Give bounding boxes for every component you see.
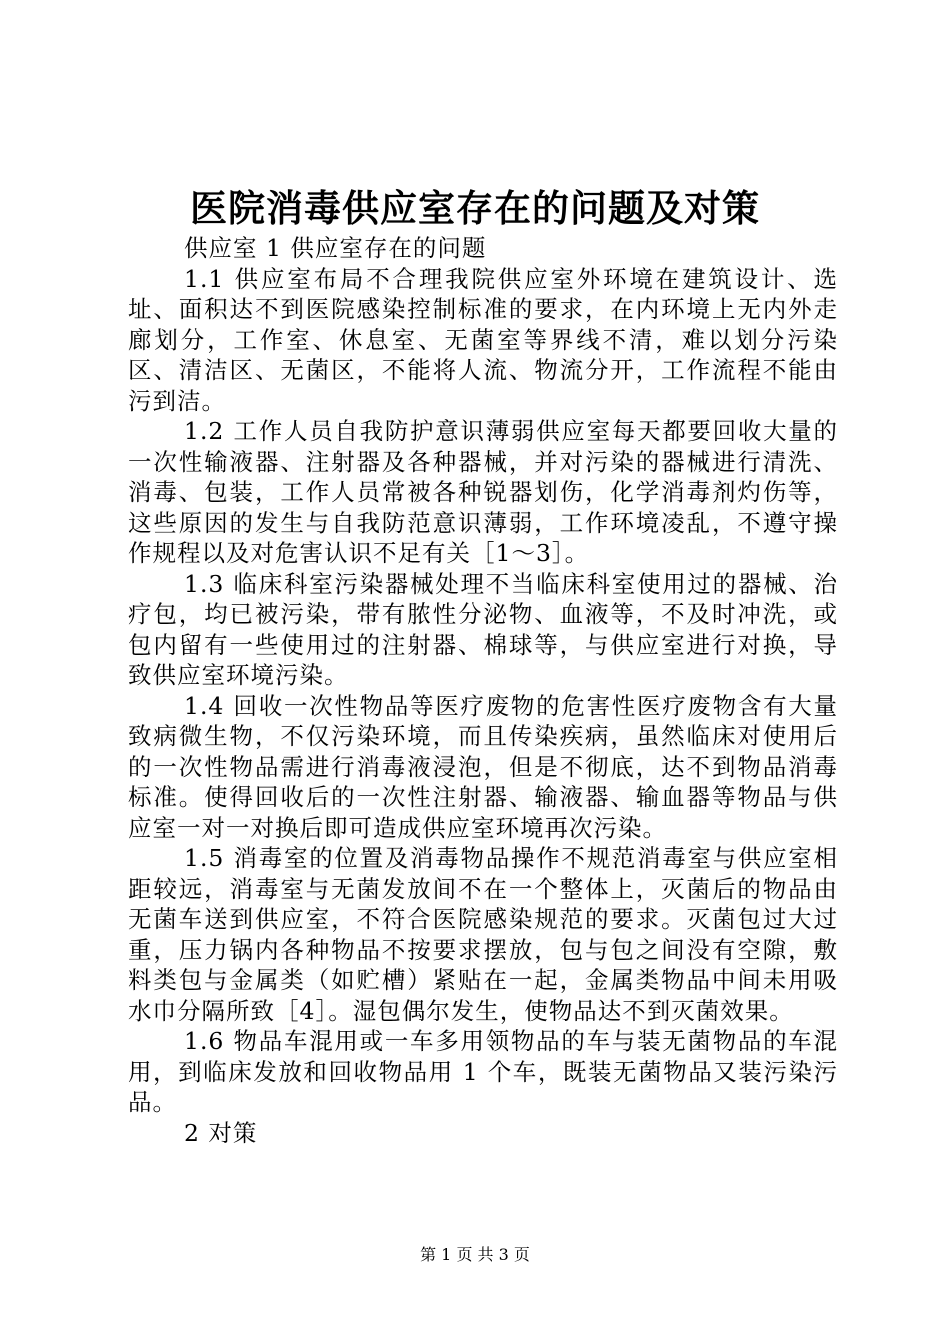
page-footer: 第 1 页 共 3 页 xyxy=(420,1245,530,1264)
paragraph-1-1: 1.1 供应室布局不合理我院供应室外环境在建筑设计、选址、面积达不到医院感染控制标准的要求，在内环境上无内外走廊划分，工作室、休息室、无菌室等界线不清，难以划分污染区、清洁区、无菌区，不能将人流、物流分开，工作流程不能由污到洁。 xyxy=(128,264,838,415)
document-title: 医院消毒供应室存在的问题及对策 xyxy=(190,186,760,230)
paragraph-1-6: 1.6 物品车混用或一车多用领物品的车与装无菌物品的车混用，到临床发放和回收物品用 1 个车，既装无菌物品又装污染污品。 xyxy=(128,1027,838,1116)
paragraph-heading-1: 供应室 1 供应室存在的问题 xyxy=(184,234,487,262)
document-body xyxy=(128,233,838,1148)
paragraph-1-5: 1.5 消毒室的位置及消毒物品操作不规范消毒室与供应室相距较远，消毒室与无菌发放间不在一个整体上，灭菌后的物品由无菌车送到供应室，不符合医院感染规范的要求。灭菌包过大过重，压力锅内各种物品不按要求摆放，包与包之间没有空隙，敷料类包与金属类（如贮槽）紧贴在一起，金属类物品中间未用吸水巾分隔所致［4］。湿包偶尔发生，使物品达不到灭菌效果。 xyxy=(128,844,838,1025)
paragraph-1-3: 1.3 临床科室污染器械处理不当临床科室使用过的器械、治疗包，均已被污染，带有脓性分泌物、血液等，不及时冲洗，或包内留有一些使用过的注射器、棉球等，与供应室进行对换，导致供应室环境污染。 xyxy=(128,569,838,689)
paragraph-1-4: 1.4 回收一次性物品等医疗废物的危害性医疗废物含有大量致病微生物，不仅污染环境，而且传染疾病，虽然临床对使用后的一次性物品需进行消毒液浸泡，但是不彻底，达不到物品消毒标准。使得回收后的一次性注射器、输液器、输血器等物品与供应室一对一对换后即可造成供应室环境再次污染。 xyxy=(128,691,838,842)
paragraph-1-2: 1.2 工作人员自我防护意识薄弱供应室每天都要回收大量的一次性输液器、注射器及各种器械，并对污染的器械进行清洗、消毒、包装，工作人员常被各种锐器划伤，化学消毒剂灼伤等，这些原因的发生与自我防范意识薄弱，工作环境凌乱，不遵守操作规程以及对危害认识不足有关［1～3］。 xyxy=(128,417,838,567)
paragraph-heading-2: 2 对策 xyxy=(184,1118,258,1147)
